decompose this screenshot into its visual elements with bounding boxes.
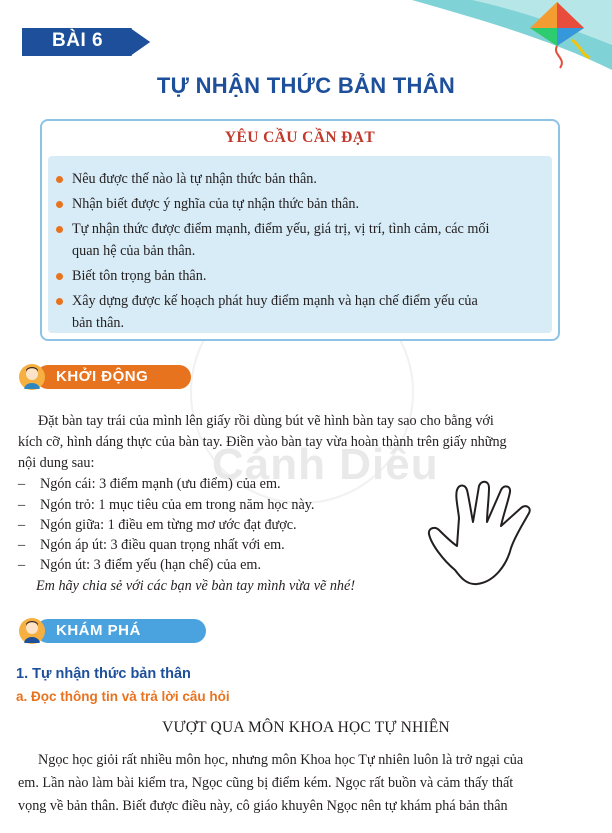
requirement-item: Nêu được thế nào là tự nhận thức bản thân. (72, 168, 532, 190)
warmup-intro-line: kích cỡ, hình dáng thực của bàn tay. Điền vào bàn tay vừa hoàn thành trên giấy những (18, 434, 507, 450)
bullet-icon (56, 176, 63, 183)
requirement-item-continued: bản thân. (72, 315, 125, 331)
section-subheading: 1. Tự nhận thức bản thân (16, 666, 191, 682)
requirement-item: Tự nhận thức được điểm mạnh, điểm yếu, giá trị, vị trí, tình cảm, các mối (72, 218, 532, 240)
explore-banner (18, 617, 193, 645)
student-avatar-icon (18, 617, 46, 645)
story-title: VƯỢT QUA MÔN KHOA HỌC TỰ NHIÊN (162, 719, 450, 736)
explore-heading: KHÁM PHÁ (56, 622, 141, 639)
story-line: Ngọc học giỏi rất nhiều môn học, nhưng môn Khoa học Tự nhiên luôn là trở ngại của (38, 752, 524, 768)
hand-outline-icon (425, 478, 575, 598)
story-line: em. Lần nào làm bài kiểm tra, Ngọc cũng bị điểm kém. Ngọc rất buồn và cảm thấy thất (18, 775, 514, 791)
requirement-item: Biết tôn trọng bản thân. (72, 265, 532, 287)
warmup-intro-line: nội dung sau: (18, 455, 95, 471)
bullet-icon (56, 273, 63, 280)
finger-item: – Ngón út: 3 điểm yếu (hạn chế) của em. (18, 557, 262, 573)
activity-heading: a. Đọc thông tin và trả lời câu hỏi (16, 689, 230, 704)
warmup-heading: KHỞI ĐỘNG (56, 368, 149, 385)
requirements-list (48, 156, 552, 333)
requirement-item: Xây dựng được kế hoạch phát huy điểm mạnh và hạn chế điểm yếu của (72, 290, 532, 312)
bullet-icon (56, 226, 63, 233)
warmup-closing: Em hãy chia sẻ với các bạn về bàn tay mình vừa vẽ nhé! (36, 578, 356, 594)
story-line: vọng về bản thân. Biết được điều này, cô giáo khuyên Ngọc nên tự khám phá bản thân (18, 798, 508, 814)
page-title: TỰ NHẬN THỨC BẢN THÂN (156, 73, 456, 98)
requirement-item-continued: quan hệ của bản thân. (72, 243, 196, 259)
requirements-box (40, 119, 560, 341)
finger-item: – Ngón giữa: 1 điều em từng mơ ước đạt được. (18, 517, 297, 533)
lesson-number: BÀI 6 (52, 30, 104, 51)
finger-item: – Ngón cái: 3 điểm mạnh (ưu điểm) của em. (18, 476, 281, 492)
student-avatar-icon (18, 363, 46, 391)
watermark: Cánh Diều (212, 440, 439, 489)
finger-item: – Ngón áp út: 3 điều quan trọng nhất với em. (18, 537, 285, 553)
finger-item: – Ngón trỏ: 1 mục tiêu của em trong năm học này. (18, 497, 315, 513)
bullet-icon (56, 298, 63, 305)
warmup-banner (18, 363, 193, 391)
requirements-title: YÊU CẦU CẦN ĐẠT (224, 129, 376, 146)
lesson-number-tag (22, 24, 154, 60)
requirement-item: Nhận biết được ý nghĩa của tự nhận thức bản thân. (72, 193, 532, 215)
kite-icon (522, 0, 592, 70)
warmup-intro-line: Đặt bàn tay trái của mình lên giấy rồi dùng bút vẽ hình bàn tay sao cho bằng với (38, 413, 494, 429)
bullet-icon (56, 201, 63, 208)
